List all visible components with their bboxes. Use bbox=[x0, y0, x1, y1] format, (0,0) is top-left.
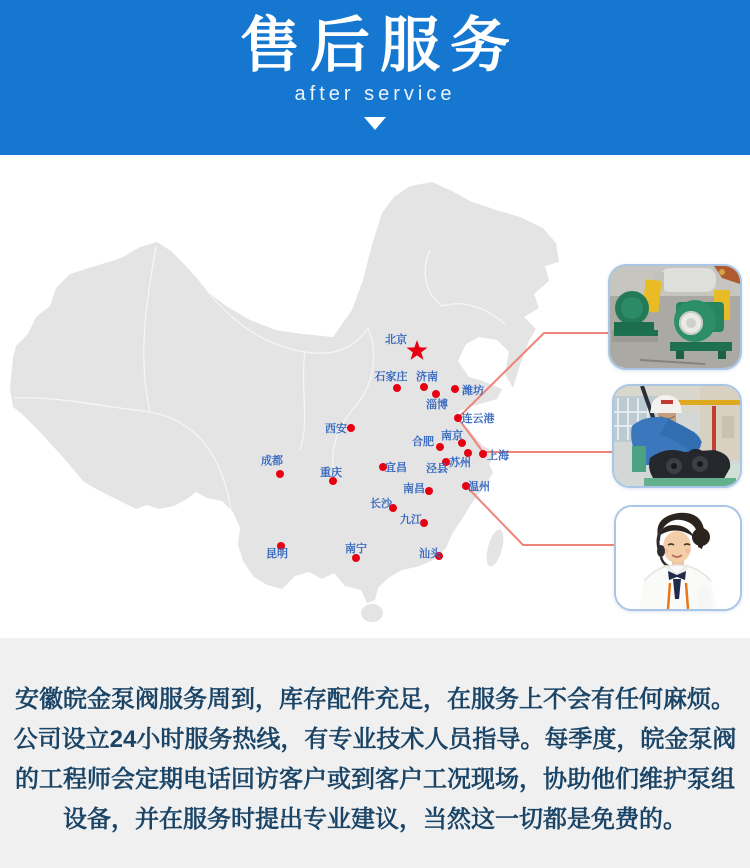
city-dot-marker bbox=[425, 487, 433, 495]
service-paragraph bbox=[0, 638, 750, 840]
city-label: 南昌 bbox=[403, 483, 425, 495]
city-dot-marker bbox=[436, 443, 444, 451]
onsite-engineer-photo bbox=[612, 384, 742, 488]
city-dot-marker bbox=[277, 542, 285, 550]
page-title: 售后服务 bbox=[240, 12, 520, 79]
service-paragraph-line: 安徽皖金泵阀服务周到，库存配件充足，在服务上不会有任何麻烦。 bbox=[15, 686, 735, 713]
city-label: 成都 bbox=[261, 455, 283, 467]
onsite-engineer-illustration bbox=[614, 386, 740, 486]
city-dot-marker bbox=[393, 384, 401, 392]
city-dot-marker bbox=[454, 414, 462, 422]
city-label: 合肥 bbox=[412, 436, 434, 448]
pump-products-illustration bbox=[610, 266, 740, 368]
city-label: 泾县 bbox=[426, 463, 448, 475]
city-label: 昆明 bbox=[266, 548, 288, 560]
pump-products-photo bbox=[608, 264, 742, 370]
service-paragraph-line: 的工程师会定期电话回访客户或到客户工况现场，协助他们维护泵组 bbox=[15, 766, 735, 793]
connector-line-1 bbox=[458, 333, 609, 418]
city-label: 九江 bbox=[400, 514, 422, 526]
china-landmass bbox=[10, 182, 559, 622]
city-dot-marker bbox=[479, 450, 487, 458]
city-dot-marker bbox=[347, 424, 355, 432]
city-dot-marker bbox=[352, 554, 360, 562]
service-paragraph-line: 设备，并在服务时提出专业建议，当然这一切都是免费的。 bbox=[63, 806, 687, 833]
hainan-island bbox=[361, 604, 383, 622]
customer-service-illustration bbox=[616, 507, 740, 609]
city-dot-marker bbox=[329, 477, 337, 485]
city-label: 淄博 bbox=[426, 399, 448, 411]
city-dot-marker bbox=[464, 449, 472, 457]
city-dot-marker bbox=[435, 552, 443, 560]
city-label: 长沙 bbox=[370, 498, 392, 510]
city-label: 石家庄 bbox=[374, 371, 408, 383]
taiwan-island bbox=[483, 528, 506, 568]
city-label: 上海 bbox=[487, 450, 509, 462]
city-label: 汕头 bbox=[419, 548, 441, 560]
city-label: 宜昌 bbox=[385, 462, 407, 474]
city-dot-marker bbox=[276, 470, 284, 478]
city-dot-marker bbox=[462, 482, 470, 490]
city-dot-marker bbox=[442, 458, 450, 466]
connector-line-3 bbox=[466, 486, 615, 545]
city-dot-marker bbox=[379, 463, 387, 471]
city-label: 北京 bbox=[385, 334, 407, 346]
city-label: 潍坊 bbox=[462, 385, 484, 397]
city-dot-marker bbox=[432, 390, 440, 398]
city-label: 连云港 bbox=[461, 413, 495, 425]
city-dot-marker bbox=[420, 383, 428, 391]
city-label: 西安 bbox=[325, 423, 347, 435]
service-paragraph-line: 公司设立24小时服务热线，有专业技术人员指导。每季度，皖金泵阀 bbox=[13, 726, 737, 753]
connector-lines bbox=[458, 333, 615, 545]
city-label: 温州 bbox=[468, 481, 490, 493]
city-label: 南宁 bbox=[345, 543, 367, 555]
city-label: 济南 bbox=[416, 371, 438, 383]
city-label: 苏州 bbox=[449, 457, 471, 469]
city-dot-marker bbox=[451, 385, 459, 393]
page-subtitle: after service bbox=[294, 83, 456, 105]
city-dot-marker bbox=[420, 519, 428, 527]
customer-service-agent-photo bbox=[614, 505, 742, 611]
city-label: 重庆 bbox=[320, 467, 342, 479]
city-label: 南京 bbox=[441, 430, 463, 442]
service-description-section bbox=[0, 638, 750, 868]
city-dot-marker bbox=[458, 439, 466, 447]
city-dot-marker bbox=[389, 504, 397, 512]
